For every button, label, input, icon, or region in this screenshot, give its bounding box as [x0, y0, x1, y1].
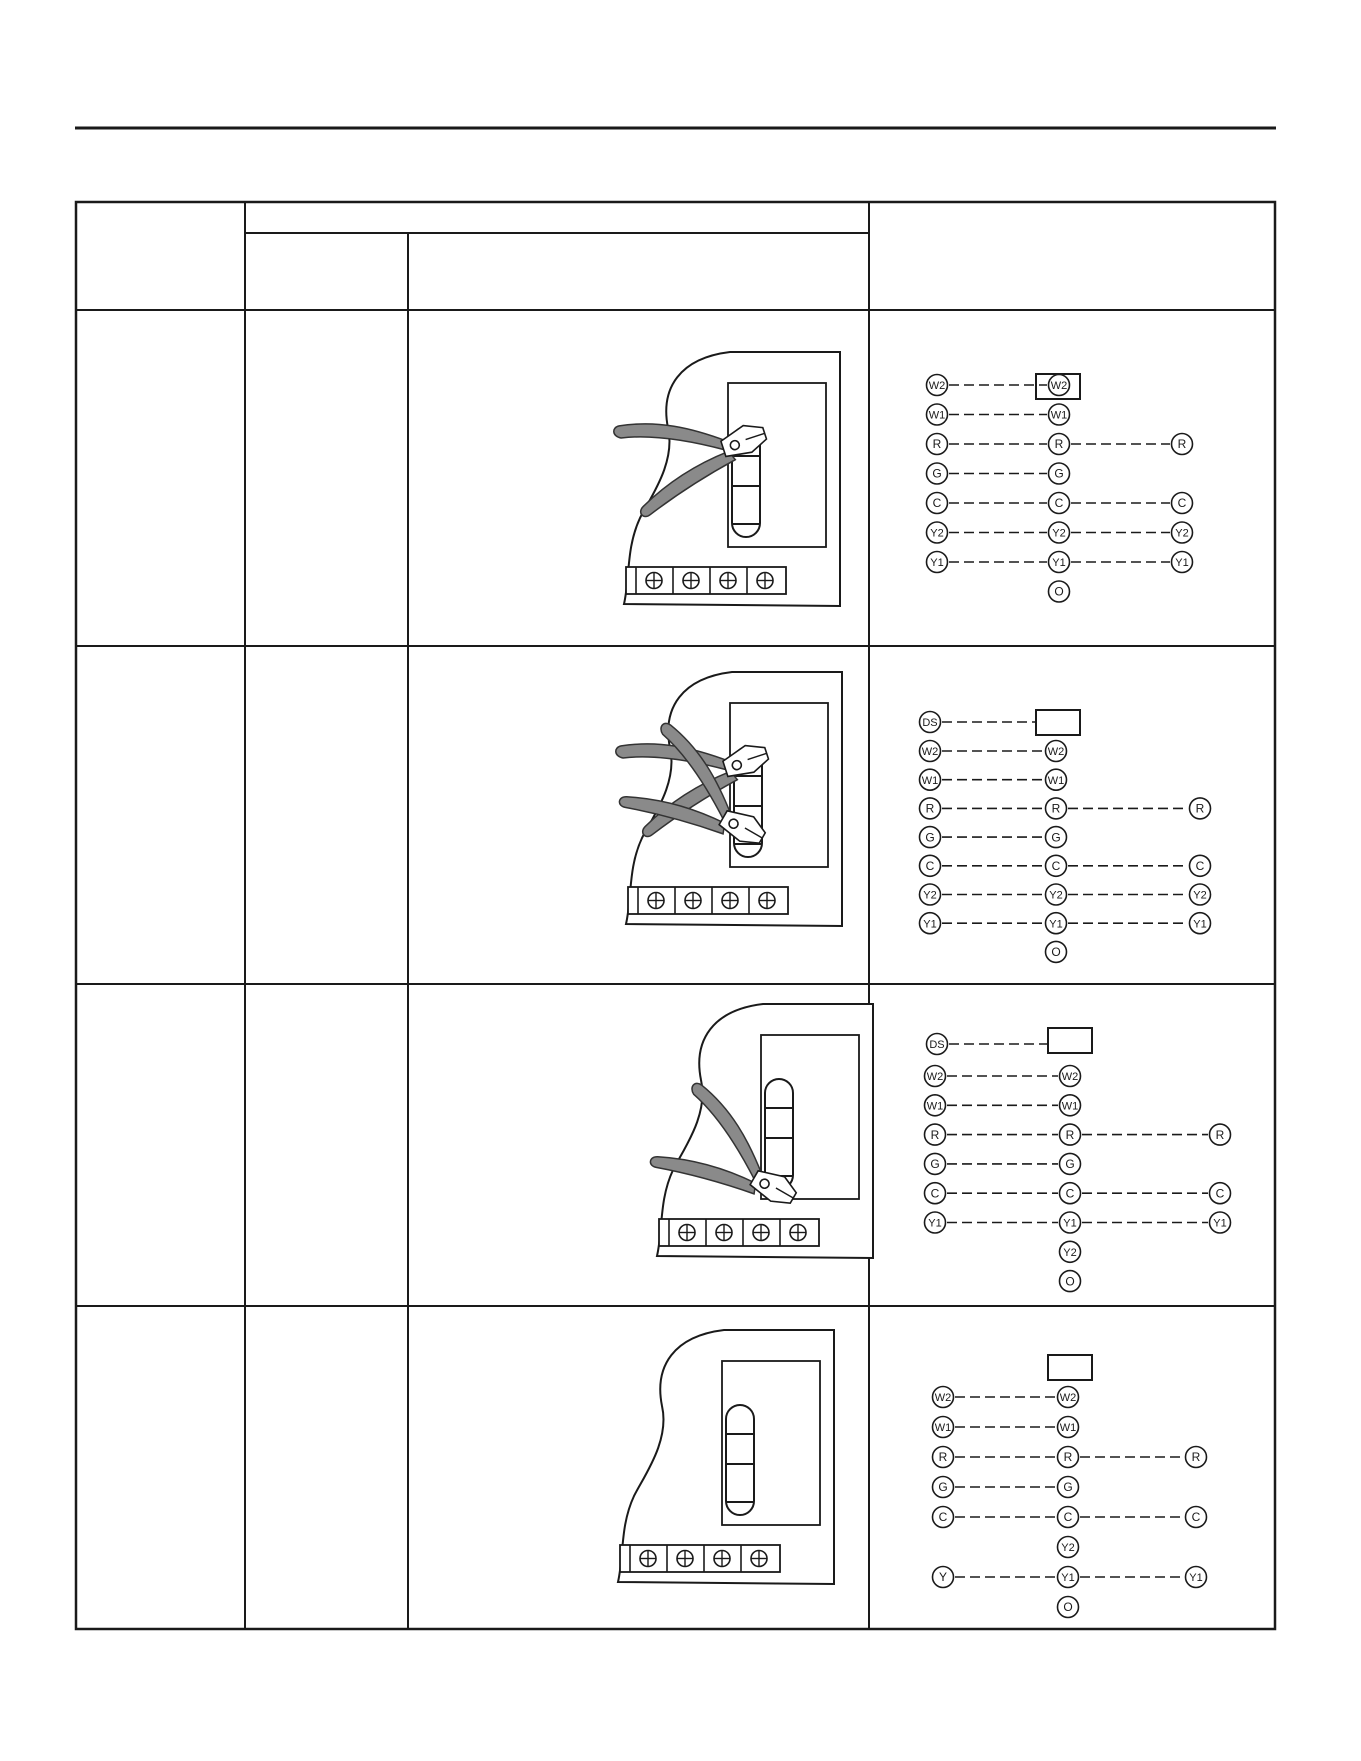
wiring-diagram-1: [927, 374, 1193, 602]
terminal-right: [1190, 884, 1211, 905]
wiring-diagram-4: [933, 1355, 1207, 1618]
terminal-mid: [1058, 1567, 1079, 1588]
terminal-screw-icon: [757, 573, 773, 589]
jumper-slot: [765, 1079, 793, 1189]
terminal-right: [1172, 434, 1193, 455]
terminal-screw-icon: [716, 1225, 732, 1241]
terminal-left: [927, 493, 948, 514]
terminal-right: [1172, 493, 1193, 514]
terminal-label: Y1: [930, 557, 944, 570]
terminal-label: G: [932, 466, 942, 481]
terminal-strip: [626, 567, 786, 594]
control-box: [1036, 710, 1080, 735]
terminal-left: [933, 1567, 954, 1588]
terminal-label: R: [1065, 1127, 1075, 1142]
terminal-left: [925, 1066, 946, 1087]
terminal-label: Y1: [923, 918, 937, 931]
terminal-mid: [1060, 1095, 1081, 1116]
terminal-left: [933, 1477, 954, 1498]
terminal-label: W2: [934, 1392, 952, 1405]
terminal-label: W2: [928, 380, 946, 393]
terminal-left: [925, 1124, 946, 1145]
ds-terminal: [920, 712, 941, 733]
terminal-mid: [1049, 434, 1070, 455]
terminal-left: [927, 463, 948, 484]
terminal-label: W1: [1059, 1422, 1077, 1435]
terminal-mid: [1046, 827, 1067, 848]
terminal-mid: [1046, 913, 1067, 934]
terminal-label: C: [1054, 496, 1064, 511]
terminal-mid: [1058, 1507, 1079, 1528]
terminal-left: [925, 1153, 946, 1174]
wiring-diagrams: [920, 374, 1231, 1618]
terminal-label: W1: [1050, 409, 1068, 422]
terminal-label: W1: [928, 409, 946, 422]
terminal-right: [1186, 1507, 1207, 1528]
terminal-mid: [1046, 741, 1067, 762]
terminal-left: [920, 769, 941, 790]
terminal-label: O: [1054, 584, 1064, 599]
terminal-right: [1190, 855, 1211, 876]
terminal-left: [920, 741, 941, 762]
terminal-label: Y2: [1049, 889, 1063, 902]
terminal-label: Y2: [1193, 889, 1207, 902]
terminal-label: Y1: [1193, 918, 1207, 931]
terminal-label: G: [930, 1157, 940, 1172]
terminal-label: R: [1054, 437, 1064, 452]
terminal-label: R: [1177, 437, 1187, 452]
terminal-mid: [1049, 581, 1070, 602]
terminal-label: R: [1215, 1127, 1225, 1142]
terminal-left: [927, 404, 948, 425]
terminal-mid: [1060, 1124, 1081, 1145]
terminal-mid: [1060, 1066, 1081, 1087]
terminal-label: C: [1177, 496, 1187, 511]
terminal-left: [925, 1095, 946, 1116]
terminal-label: W2: [921, 746, 939, 759]
terminal-left: [927, 434, 948, 455]
wiring-diagram-3: [925, 1028, 1231, 1292]
terminal-label: G: [1065, 1157, 1075, 1172]
terminal-label: R: [925, 801, 935, 816]
terminal-label: Y1: [1063, 1217, 1077, 1230]
terminal-right: [1186, 1447, 1207, 1468]
terminal-right: [1172, 552, 1193, 573]
terminal-left: [933, 1387, 954, 1408]
terminal-label: Y1: [1052, 557, 1066, 570]
terminal-screw-icon: [648, 893, 664, 909]
terminal-label: G: [925, 830, 935, 845]
terminal-label: Y2: [1175, 527, 1189, 540]
terminal-left: [920, 913, 941, 934]
terminal-label: Y1: [1189, 1572, 1203, 1585]
terminal-label: W2: [1050, 380, 1068, 393]
terminal-mid: [1049, 404, 1070, 425]
terminal-left: [920, 855, 941, 876]
terminal-mid: [1058, 1387, 1079, 1408]
terminal-mid: [1046, 884, 1067, 905]
control-board-2: [614, 672, 842, 926]
control-board-1: [612, 352, 840, 606]
terminal-mid: [1060, 1271, 1081, 1292]
terminal-label: C: [1195, 859, 1205, 873]
terminal-mid: [1060, 1153, 1081, 1174]
terminal-left: [927, 375, 948, 396]
terminal-label: DS: [922, 717, 938, 730]
terminal-screw-icon: [751, 1551, 767, 1567]
terminal-label: W2: [926, 1071, 944, 1084]
terminal-mid: [1058, 1417, 1079, 1438]
terminal-label: W1: [934, 1422, 952, 1435]
terminal-mid: [1046, 769, 1067, 790]
terminal-left: [925, 1212, 946, 1233]
terminal-label: O: [1063, 1600, 1073, 1615]
terminal-label: R: [932, 437, 942, 452]
terminal-screw-icon: [683, 573, 699, 589]
terminal-label: W2: [1061, 1071, 1079, 1084]
terminal-mid: [1046, 941, 1067, 962]
terminal-label: W2: [1059, 1392, 1077, 1405]
terminal-label: R: [1063, 1450, 1073, 1465]
terminal-strip: [628, 887, 788, 914]
terminal-right: [1186, 1567, 1207, 1588]
terminal-label: G: [1063, 1480, 1073, 1495]
terminal-right: [1190, 913, 1211, 934]
control-board-illustrations: [612, 352, 873, 1584]
terminal-label: Y2: [930, 527, 944, 540]
terminal-screw-icon: [685, 893, 701, 909]
terminal-label: C: [1051, 859, 1061, 873]
terminal-screw-icon: [714, 1551, 730, 1567]
terminal-strip: [620, 1545, 780, 1572]
terminal-label: C: [1065, 1186, 1075, 1201]
terminal-mid: [1046, 798, 1067, 819]
ds-terminal: [927, 1034, 948, 1055]
terminal-label: Y1: [1061, 1572, 1075, 1585]
jumper-slot: [726, 1405, 754, 1515]
terminal-label: DS: [929, 1039, 945, 1052]
terminal-label: G: [1054, 466, 1064, 481]
terminal-label: Y2: [1061, 1542, 1075, 1555]
terminal-label: C: [930, 1186, 940, 1201]
terminal-label: C: [938, 1510, 948, 1525]
terminal-label: C: [1191, 1510, 1201, 1525]
terminal-screw-icon: [677, 1551, 693, 1567]
terminal-label: R: [938, 1450, 948, 1465]
terminal-label: W2: [1047, 746, 1065, 759]
terminal-screw-icon: [679, 1225, 695, 1241]
terminal-label: O: [1051, 945, 1061, 960]
control-box: [1048, 1028, 1092, 1053]
terminal-label: Y2: [923, 889, 937, 902]
terminal-label: Y1: [1175, 557, 1189, 570]
terminal-screw-icon: [759, 893, 775, 909]
terminal-label: Y1: [1213, 1217, 1227, 1230]
control-box: [1048, 1355, 1092, 1380]
terminal-left: [927, 522, 948, 543]
terminal-screw-icon: [720, 573, 736, 589]
terminal-mid: [1058, 1447, 1079, 1468]
terminal-label: Y: [938, 1570, 948, 1585]
terminal-label: O: [1065, 1274, 1075, 1289]
terminal-mid: [1049, 463, 1070, 484]
terminal-left: [927, 552, 948, 573]
terminal-label: Y2: [1063, 1247, 1077, 1259]
terminal-left: [933, 1417, 954, 1438]
terminal-label: W1: [1047, 774, 1065, 787]
terminal-strip: [659, 1219, 819, 1246]
terminal-right: [1210, 1124, 1231, 1145]
control-board-4: [618, 1330, 834, 1584]
terminal-mid: [1058, 1537, 1079, 1558]
terminal-label: R: [1051, 801, 1061, 816]
terminal-label: Y2: [1052, 527, 1066, 540]
terminal-right: [1172, 522, 1193, 543]
terminal-label: R: [930, 1127, 940, 1142]
terminal-mid: [1060, 1212, 1081, 1233]
terminal-mid: [1049, 522, 1070, 543]
terminal-label: G: [1051, 830, 1061, 845]
terminal-label: W1: [926, 1100, 944, 1113]
terminal-mid: [1060, 1241, 1081, 1262]
terminal-label: R: [1195, 801, 1205, 816]
terminal-mid: [1058, 1477, 1079, 1498]
control-board-3: [648, 1004, 873, 1258]
terminal-right: [1210, 1212, 1231, 1233]
terminal-screw-icon: [753, 1225, 769, 1241]
terminal-left: [920, 884, 941, 905]
terminal-left: [920, 827, 941, 848]
terminal-label: G: [938, 1480, 948, 1495]
terminal-label: Y1: [1049, 918, 1063, 931]
terminal-label: R: [1191, 1450, 1201, 1465]
terminal-left: [933, 1507, 954, 1528]
terminal-screw-icon: [646, 573, 662, 589]
terminal-label: W1: [1061, 1100, 1079, 1113]
terminal-label: C: [925, 859, 935, 873]
terminal-label: C: [1215, 1186, 1225, 1201]
terminal-left: [933, 1447, 954, 1468]
terminal-mid: [1058, 1597, 1079, 1618]
terminal-left: [920, 798, 941, 819]
terminal-label: Y1: [928, 1217, 942, 1230]
terminal-mid: [1049, 375, 1070, 396]
terminal-screw-icon: [722, 893, 738, 909]
terminal-right: [1190, 798, 1211, 819]
terminal-right: [1210, 1183, 1231, 1204]
terminal-label: C: [1063, 1510, 1073, 1525]
terminal-mid: [1060, 1183, 1081, 1204]
terminal-mid: [1049, 552, 1070, 573]
terminal-screw-icon: [790, 1225, 806, 1241]
terminal-label: C: [932, 496, 942, 511]
terminal-mid: [1049, 493, 1070, 514]
terminal-screw-icon: [640, 1551, 656, 1567]
wiring-diagram-2: [920, 710, 1211, 962]
terminal-label: W1: [921, 774, 939, 787]
terminal-mid: [1046, 855, 1067, 876]
terminal-left: [925, 1183, 946, 1204]
